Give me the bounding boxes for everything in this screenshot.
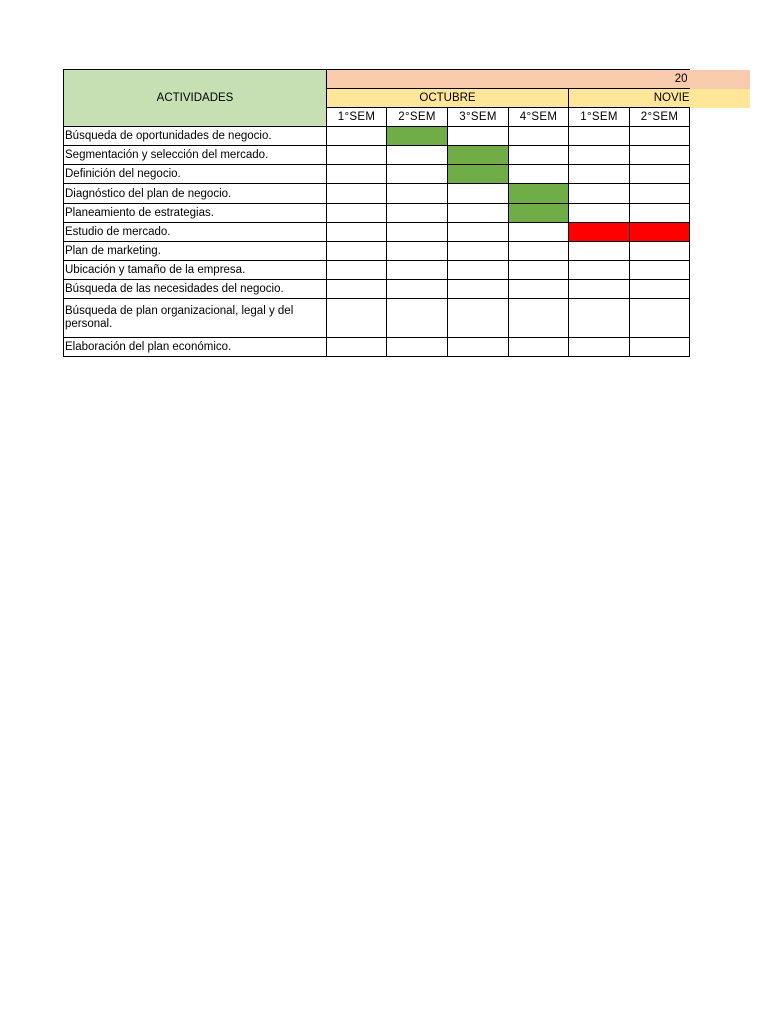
week-cell[interactable] <box>569 280 630 299</box>
overflow-cell <box>690 127 751 146</box>
activity-cell[interactable]: Elaboración del plan económico. <box>64 338 327 357</box>
week-cell[interactable] <box>630 165 690 184</box>
activity-cell[interactable]: Segmentación y selección del mercado. <box>64 146 327 165</box>
week-cell[interactable] <box>327 299 387 338</box>
week-cell[interactable] <box>387 242 448 261</box>
overflow-cell <box>690 242 751 261</box>
week-cell[interactable] <box>448 165 509 184</box>
week-cell[interactable] <box>630 261 690 280</box>
week-cell[interactable] <box>569 127 630 146</box>
week-cell[interactable] <box>630 299 690 338</box>
week-cell[interactable] <box>327 223 387 242</box>
activity-cell[interactable]: Búsqueda de plan organizacional, legal y del personal. <box>64 299 327 338</box>
week-cell[interactable] <box>387 338 448 357</box>
week-cell[interactable] <box>327 146 387 165</box>
year-header-row <box>64 70 751 89</box>
activity-cell[interactable]: Diagnóstico del plan de negocio. <box>64 184 327 204</box>
week-cell[interactable] <box>509 223 569 242</box>
week-cell[interactable] <box>448 242 509 261</box>
activity-cell[interactable]: Búsqueda de las necesidades del negocio. <box>64 280 327 299</box>
week-header-overflow <box>690 108 751 127</box>
table-row <box>64 146 751 165</box>
week-cell[interactable] <box>509 146 569 165</box>
week-cell[interactable] <box>448 280 509 299</box>
overflow-cell <box>690 299 751 338</box>
week-cell[interactable] <box>630 204 690 223</box>
activity-cell[interactable]: Estudio de mercado. <box>64 223 327 242</box>
overflow-cell <box>690 204 751 223</box>
table-row <box>64 223 751 242</box>
year-header: 20 <box>327 70 690 89</box>
week-cell[interactable] <box>448 261 509 280</box>
overflow-cell <box>690 338 751 357</box>
week-cell[interactable] <box>569 146 630 165</box>
table-row <box>64 299 751 338</box>
month-header-noviembre: NOVIE <box>569 89 690 108</box>
week-cell[interactable] <box>630 242 690 261</box>
table-row <box>64 338 751 357</box>
week-cell[interactable] <box>448 184 509 204</box>
week-cell[interactable] <box>569 204 630 223</box>
table-row <box>64 127 751 146</box>
week-cell[interactable] <box>569 261 630 280</box>
week-cell[interactable] <box>448 204 509 223</box>
week-cell[interactable] <box>448 338 509 357</box>
week-cell[interactable] <box>509 261 569 280</box>
activity-cell[interactable]: Búsqueda de oportunidades de negocio. <box>64 127 327 146</box>
week-cell[interactable] <box>327 261 387 280</box>
week-cell[interactable] <box>448 127 509 146</box>
week-cell[interactable] <box>509 127 569 146</box>
week-cell[interactable] <box>387 165 448 184</box>
table-row <box>64 261 751 280</box>
week-cell[interactable] <box>327 280 387 299</box>
week-cell[interactable] <box>448 223 509 242</box>
week-cell[interactable] <box>327 242 387 261</box>
week-cell[interactable] <box>509 184 569 204</box>
week-cell[interactable] <box>509 338 569 357</box>
year-header-overflow <box>690 70 751 89</box>
week-cell[interactable] <box>509 165 569 184</box>
week-header-4: 4°SEM <box>509 108 569 127</box>
week-cell[interactable] <box>509 280 569 299</box>
week-header-5: 1°SEM <box>569 108 630 127</box>
table-row <box>64 184 751 204</box>
week-cell[interactable] <box>569 242 630 261</box>
week-cell[interactable] <box>327 204 387 223</box>
week-cell[interactable] <box>387 299 448 338</box>
schedule-sheet <box>63 69 768 361</box>
month-header-octubre: OCTUBRE <box>327 89 569 108</box>
activities-header: ACTIVIDADES <box>64 70 327 127</box>
table-row <box>64 280 751 299</box>
week-cell[interactable] <box>448 146 509 165</box>
week-cell[interactable] <box>387 146 448 165</box>
week-cell[interactable] <box>630 338 690 357</box>
overflow-cell <box>690 280 751 299</box>
overflow-cell <box>690 184 751 204</box>
week-cell[interactable] <box>387 184 448 204</box>
week-cell[interactable] <box>327 165 387 184</box>
week-cell[interactable] <box>387 204 448 223</box>
table-row <box>64 242 751 261</box>
week-header-1: 1°SEM <box>327 108 387 127</box>
week-cell[interactable] <box>569 165 630 184</box>
week-cell[interactable] <box>630 127 690 146</box>
table-row <box>64 204 751 223</box>
overflow-cell <box>690 146 751 165</box>
overflow-cell <box>690 261 751 280</box>
week-cell[interactable] <box>569 299 630 338</box>
activity-cell[interactable]: Ubicación y tamaño de la empresa. <box>64 261 327 280</box>
week-header-3: 3°SEM <box>448 108 509 127</box>
week-cell[interactable] <box>630 146 690 165</box>
overflow-cell <box>690 223 751 242</box>
week-cell[interactable] <box>387 280 448 299</box>
week-cell[interactable] <box>509 242 569 261</box>
activity-cell[interactable]: Plan de marketing. <box>64 242 327 261</box>
week-cell[interactable] <box>327 184 387 204</box>
week-header-2: 2°SEM <box>387 108 448 127</box>
week-cell[interactable] <box>387 223 448 242</box>
activity-cell[interactable]: Planeamiento de estrategias. <box>64 204 327 223</box>
week-cell[interactable] <box>569 223 630 242</box>
week-cell[interactable] <box>569 184 630 204</box>
week-cell[interactable] <box>630 184 690 204</box>
week-cell[interactable] <box>569 338 630 357</box>
week-cell[interactable] <box>509 204 569 223</box>
week-cell[interactable] <box>630 280 690 299</box>
gantt-table <box>63 69 751 357</box>
week-cell[interactable] <box>387 261 448 280</box>
month-header-overflow <box>690 89 751 108</box>
week-cell[interactable] <box>387 127 448 146</box>
table-row <box>64 165 751 184</box>
overflow-cell <box>690 165 751 184</box>
week-cell[interactable] <box>327 338 387 357</box>
week-header-6: 2°SEM <box>630 108 690 127</box>
activity-cell[interactable]: Definición del negocio. <box>64 165 327 184</box>
week-cell[interactable] <box>630 223 690 242</box>
week-cell[interactable] <box>509 299 569 338</box>
week-cell[interactable] <box>327 127 387 146</box>
week-cell[interactable] <box>448 299 509 338</box>
